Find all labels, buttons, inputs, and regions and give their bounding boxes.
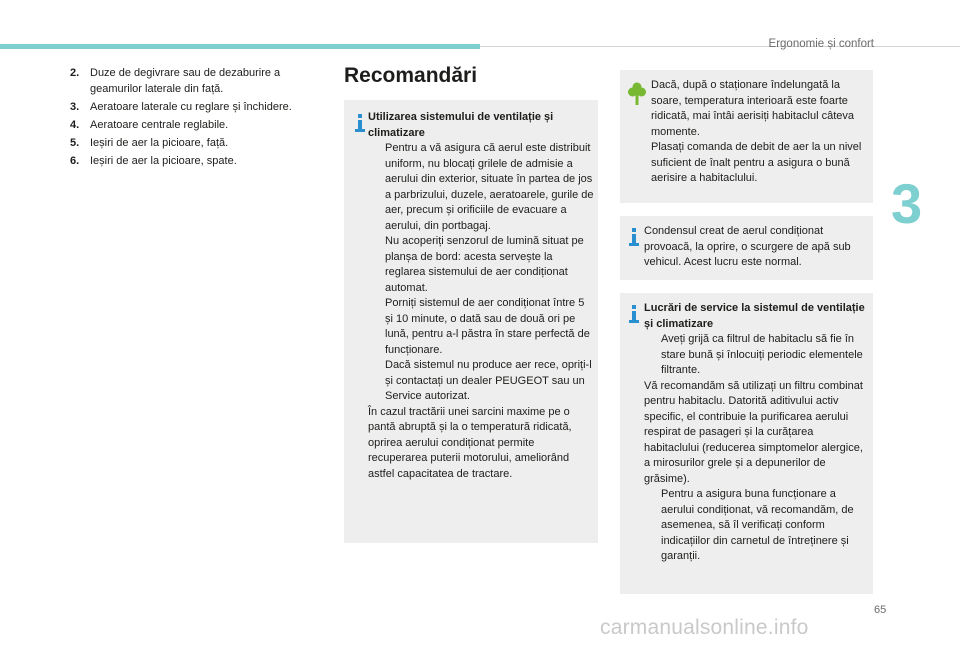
watermark: carmanualsonline.info xyxy=(600,616,809,639)
box-paragraph: Vă recomandăm să utilizați un filtru combinat pentru habitaclu. Datorită aditivului activ specific, el contribuie la purificarea aerului respirat de pasageri și la curățarea habitaclului (reducerea simptomelor alergice, a mirosurilor grele și a depunerilor de grăsime). xyxy=(644,379,863,485)
box-paragraph: În cazul tractării unei sarcini maxime pe o pantă abruptă și la o temperatură ridicată, oprirea aerului condiționat permite recuperarea puterii motorului, ameliorând astfel capacitatea de tractare. xyxy=(368,405,572,480)
bullet-marker xyxy=(368,141,385,234)
service-info-box xyxy=(620,293,873,594)
eco-tree-icon xyxy=(628,82,646,106)
box-paragraph: Condensul creat de aerul condiționat provoacă, la oprire, o scurgere de apă sub vehicul. Acest lucru este normal. xyxy=(644,225,851,268)
box-paragraph: Dacă, după o staționare îndelungată la soare, temperatura interioară este foarte ridicată, mai întâi aerisiți habitaclul câteva momente. xyxy=(651,79,854,138)
bullet-item: Porniți sistemul de aer condiționat între 5 și 10 minute, o dată sau de două ori pe lună, pentru a-l păstra în stare perfectă de funcționare. xyxy=(368,296,594,358)
bullet-item: Aveți grijă ca filtrul de habitaclu să fie în stare bună și înlocuiți periodic elementele filtrante. xyxy=(644,332,869,379)
info-icon xyxy=(354,114,366,132)
condensate-info-box xyxy=(620,216,873,280)
bullet-item: Pentru a vă asigura că aerul este distribuit uniform, nu blocați grilele de admisie a aerului din exterior, situate în partea de jos a parbrizului, duzele, aeratoarele, gurile de aer, precum și orificiile de evacuare a aerului, din portbagaj. xyxy=(368,141,594,234)
bullet-marker xyxy=(368,296,385,358)
bullet-item: Pentru a asigura buna funcționare a aerului condiționat, vă recomandăm, de asemenea, să îl verificați conform indicațiilor din carnetul de întreținere și garanții. xyxy=(644,487,869,565)
info-icon xyxy=(628,305,640,323)
box-heading: Lucrări de service la sistemul de ventilație și climatizare xyxy=(644,302,865,330)
bullet-marker xyxy=(368,234,385,296)
bullet-item: Dacă sistemul nu produce aer rece, opriți-l și contactați un dealer PEUGEOT sau un Service autorizat. xyxy=(368,358,594,405)
legend-list xyxy=(70,66,330,172)
header-rule xyxy=(480,46,960,47)
list-item: 2. Duze de degivrare sau de dezaburire a geamurilor laterale din față. xyxy=(70,67,281,95)
eco-tip-box xyxy=(620,70,873,203)
list-item: 6. Ieșiri de aer la picioare, spate. xyxy=(70,154,237,167)
bullet-marker xyxy=(644,332,661,379)
bullet-item: Nu acoperiți senzorul de lumină situat pe planșa de bord: acesta servește la reglarea sistemului de aer condiționat automat. xyxy=(368,234,594,296)
header-accent-bar xyxy=(0,44,480,49)
box-heading: Utilizarea sistemului de ventilație și climatizare xyxy=(368,111,554,139)
chapter-number: 3 xyxy=(891,172,923,235)
list-item: 5. Ieșiri de aer la picioare, față. xyxy=(70,136,229,149)
list-item: 4. Aeratoare centrale reglabile. xyxy=(70,118,229,131)
bullet-marker xyxy=(644,487,661,565)
chapter-title: Ergonomie și confort xyxy=(768,38,874,50)
ventilation-info-box xyxy=(344,100,598,543)
page-number: 65 xyxy=(874,604,887,616)
list-item: 3. Aeratoare laterale cu reglare și închidere. xyxy=(70,100,292,113)
bullet-marker xyxy=(368,358,385,405)
section-title: Recomandări xyxy=(344,64,478,87)
box-paragraph: Plasați comanda de debit de aer la un nivel suficient de înalt pentru a asigura o bună aerisire a habitaclului. xyxy=(651,141,862,184)
info-icon xyxy=(628,228,640,246)
